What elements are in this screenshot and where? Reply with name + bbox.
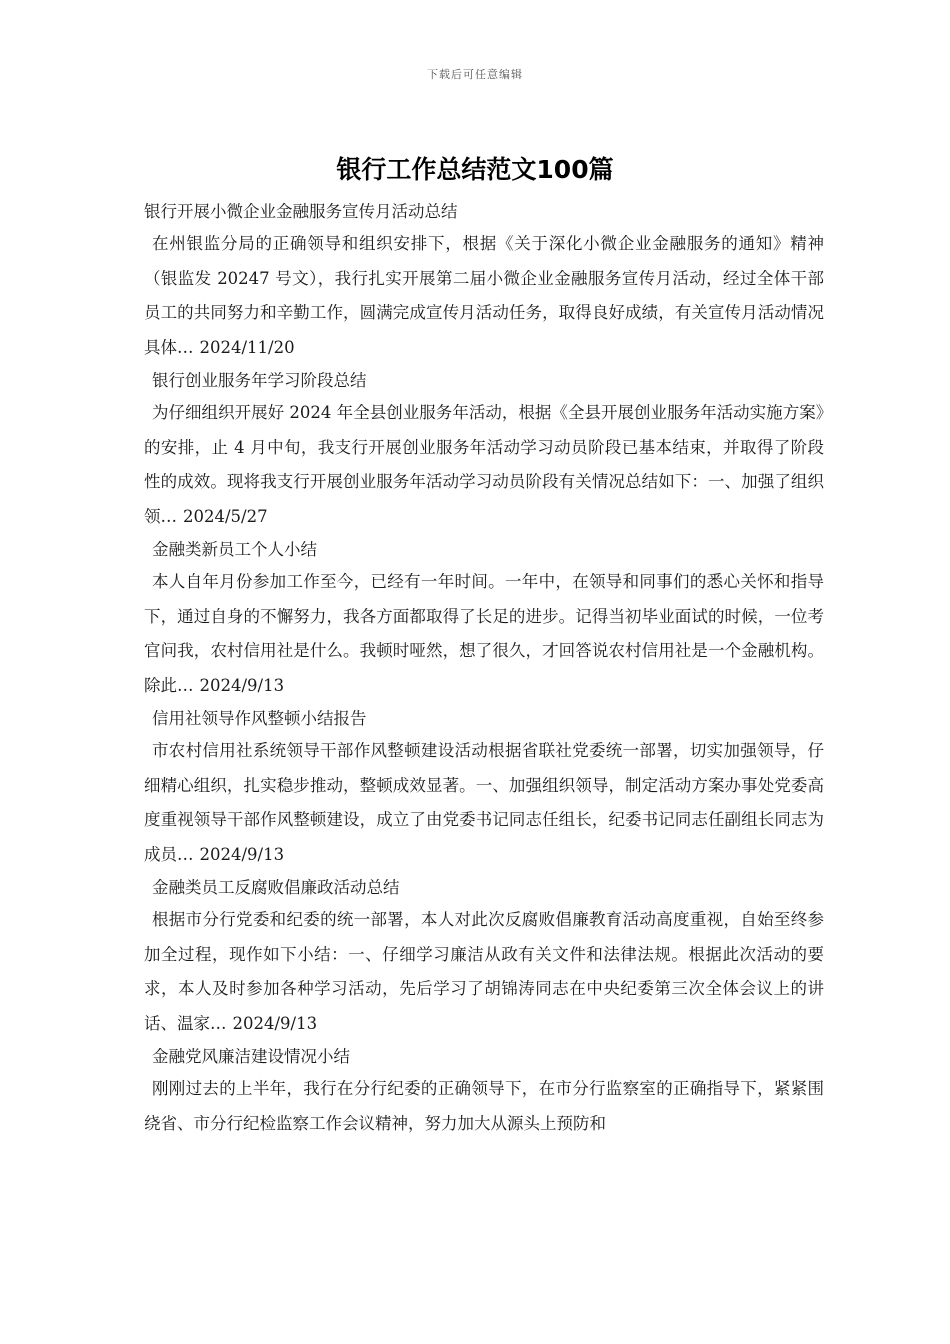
document-title: 银行工作总结范文100篇 (336, 155, 614, 184)
entry-text: 根据市分行党委和纪委的统一部署，本人对此次反腐败倡廉教育活动高度重视，自始至终参加全过程，现作如下小结：一、仔细学习廉洁从政有关文件和法律法规。根据此次活动的要求，本人及时参加各种学习活动，先后学习了胡锦涛同志在中央纪委第三次全体会议上的讲话、温家… (144, 910, 824, 1033)
entry-date: 2024/9/13 (232, 1013, 318, 1033)
entry-date: 2024/11/20 (199, 337, 295, 357)
entry-heading: 金融类员工反腐败倡廉政活动总结 (152, 878, 400, 897)
entry-date: 2024/5/27 (183, 506, 268, 526)
entry-paragraph (144, 903, 824, 1041)
entry-paragraph (144, 227, 824, 365)
entry-paragraph (144, 1072, 824, 1141)
document-body (144, 196, 824, 1141)
entry-heading: 金融党风廉洁建设情况小结 (152, 1047, 350, 1066)
entry-text: 为仔细组织开展好 2024 年全县创业服务年活动，根据《全县开展创业服务年活动实施方案》的安排，止 4 月中旬，我支行开展创业服务年活动学习动员阶段已基本结束，并取得了阶段性的成效。现将我支行开展创业服务年活动学习动员阶段有关情况总结如下：一、加强了组织领… (144, 403, 824, 526)
entry-heading: 金融类新员工个人小结 (152, 540, 317, 559)
entry-text: 刚刚过去的上半年，我行在分行纪委的正确领导下，在市分行监察室的正确指导下，紧紧围绕省、市分行纪检监察工作会议精神，努力加大从源头上预防和 (144, 1079, 824, 1133)
entry-text: 在州银监分局的正确领导和组织安排下，根据《关于深化小微企业金融服务的通知》精神（银监发 20247 号文），我行扎实开展第二届小微企业金融服务宣传月活动，经过全体干部员工的共同努力和辛勤工作，圆满完成宣传月活动任务，取得良好成绩，有关宣传月活动情况具体… (144, 234, 824, 357)
entry-heading: 银行创业服务年学习阶段总结 (152, 371, 367, 390)
entry-paragraph (144, 565, 824, 703)
header-note: 下载后可任意编辑 (427, 68, 523, 81)
entry-paragraph (144, 396, 824, 534)
entry-date: 2024/9/13 (199, 844, 285, 864)
entry-date: 2024/9/13 (199, 675, 285, 695)
entry-paragraph (144, 734, 824, 872)
entry-text: 本人自年月份参加工作至今，已经有一年时间。一年中，在领导和同事们的悉心关怀和指导下，通过自身的不懈努力，我各方面都取得了长足的进步。记得当初毕业面试的时候，一位考官问我，农村信用社是什么。我顿时哑然，想了很久，才回答说农村信用社是一个金融机构。除此… (144, 572, 824, 695)
entry-heading: 银行开展小微企业金融服务宣传月活动总结 (144, 202, 458, 221)
entry-heading: 信用社领导作风整顿小结报告 (152, 709, 367, 728)
entry-text: 市农村信用社系统领导干部作风整顿建设活动根据省联社党委统一部署，切实加强领导，仔细精心组织，扎实稳步推动，整顿成效显著。一、加强组织领导，制定活动方案办事处党委高度重视领导干部作风整顿建设，成立了由党委书记同志任组长，纪委书记同志任副组长同志为成员… (144, 741, 824, 864)
